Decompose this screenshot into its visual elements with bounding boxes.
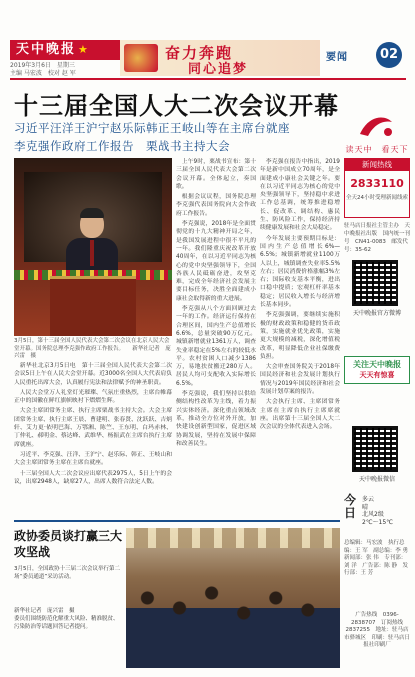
contact-info: 广告热线 0396-2838707 订阅热线 2837255 地址：驻马店市驿城区 印刷：驻马店日报社印刷厂 bbox=[344, 612, 411, 648]
right-sidebar bbox=[344, 112, 414, 670]
speaker-hair bbox=[80, 208, 104, 218]
star-icon: ★ bbox=[78, 43, 90, 56]
page-number: 02 bbox=[376, 42, 402, 68]
news-hotline-box bbox=[344, 158, 410, 218]
swoosh-logo-icon bbox=[354, 112, 398, 142]
weibo-qr-code[interactable] bbox=[352, 260, 398, 306]
staff-list: 总编辑：马宏波 执行总编：王 军 副总编：李 勇 新闻部：张 伟 专刊部：刘 洋 广告部：陈 静 发行部：王 芳 bbox=[344, 540, 414, 576]
article-paragraph: 人民大会堂万人礼堂灯光璀璨、气氛庄重热烈，主席台帷幕正中的国徽在鲜红旗帜映衬下熠熠生辉。 bbox=[14, 389, 172, 405]
wechat-qr-code[interactable] bbox=[352, 426, 398, 472]
main-news-photo bbox=[14, 158, 172, 336]
weather-line: 北风2级 bbox=[362, 511, 384, 518]
article-paragraph: 李克强说，2018年是全面贯彻党的十九大精神开局之年，是我国发展进程中很不平凡的一年。我们隆重庆祝改革开放40周年，在以习近平同志为核心的党中央坚强领导下，全国各族人民砥砺奋进，攻坚克难，完成全年经济社会发展主要目标任务，决胜全面建成小康社会取得新的重大进展。 bbox=[176, 221, 256, 302]
slogan-line1: 奋力奔跑 bbox=[165, 44, 234, 62]
article-paragraph: 新华社北京3月5日电 第十三届全国人民代表大会第二次会议5日上午在人民大会堂开幕。近3000名全国人大代表肩负人民重托出席大会，认真履行宪法和法律赋予的神圣职责。 bbox=[14, 363, 172, 386]
article-paragraph: 根据会议议程，国务院总理李克强代表国务院向大会作政府工作报告。 bbox=[176, 194, 256, 217]
article-paragraph: 李克强从八个方面回顾过去一年的工作。经济运行保持在合理区间，国内生产总值增长6.6%，总量突破90万亿元。城镇新增就业1361万人，调查失业率稳定在5%左右的较低水平。农村贫困人口减少1386万，易地扶贫搬迁280万人。居民人均可支配收入实际增长6.5%。 bbox=[176, 306, 256, 387]
main-photo-caption: 3月5日，第十三届全国人民代表大会第二次会议在北京人民大会堂开幕。国务院总理李克强作政府工作报告。 新华社记者 庞兴雷 摄 bbox=[14, 338, 171, 359]
subheadline-2: 李克强作政府工作报告 栗战书主持大会 bbox=[14, 139, 230, 153]
weather-line: 多云 bbox=[362, 496, 375, 503]
article-paragraph: 上午9时，栗战书宣布：第十三届全国人民代表大会第二次会议开幕。全体起立，奏国歌。 bbox=[176, 159, 256, 190]
promo-line2: 天天有惊喜 bbox=[359, 371, 395, 379]
promo-box bbox=[344, 356, 410, 384]
feature-text: 3月5日，全国政协十三届二次会议举行第二场“委员通道”采访活动。 bbox=[14, 566, 120, 580]
slogan-banner bbox=[120, 40, 320, 76]
logo-text: 天中晚报 bbox=[16, 42, 77, 57]
crowd bbox=[126, 568, 340, 668]
article-paragraph: 李克强强调，要继续实施积极的财政政策和稳健的货币政策，实施就业优先政策，实施更大规模的减税，深化增值税改革，明显降低企业社保缴费负担。 bbox=[260, 312, 340, 360]
hotline-number: 2833110 bbox=[350, 177, 404, 190]
page-number-block bbox=[326, 42, 406, 72]
article-paragraph: 李克强在报告中指出，2019年是新中国成立70周年，是全面建成小康社会关键之年。要在以习近平同志为核心的党中央坚强领导下，坚持稳中求进工作总基调，统筹推进稳增长、促改革、调结构、惠民生、防风险工作，保持经济持续健康发展和社会大局稳定。 bbox=[260, 159, 340, 232]
article-column-left bbox=[14, 362, 172, 502]
article-paragraph: 十三届全国人大二次会议应出席代表2975人，5日上午的会议，出席2948人，缺席27人，出席人数符合法定人数。 bbox=[14, 470, 172, 485]
article-column-middle bbox=[176, 158, 256, 578]
article-paragraph: 今年发展主要预期目标是：国内生产总值增长6%—6.5%；城镇新增就业1100万人以上，城镇调查失业率5.5%左右；居民消费价格涨幅3%左右；国际收支基本平衡，进出口稳中提质；宏观杠杆率基本稳定；居民收入增长与经济增长基本同步。 bbox=[260, 235, 340, 309]
newspaper-logo bbox=[10, 40, 120, 60]
publisher-info: 驻马店日报社主管主办 天中晚报社出版 国内统一刊号 CN41-0083 邮发代号：35-62 bbox=[344, 223, 411, 253]
article-paragraph: 习近平、李克强、汪洋、王沪宁、赵乐际、韩正、王岐山和大会主席团常务主席在主席台就座。 bbox=[14, 451, 172, 467]
weather-today-label: 今日 bbox=[344, 493, 357, 520]
slogan-line2: 同心追梦 bbox=[188, 62, 249, 77]
feature-photo bbox=[126, 528, 340, 668]
weather-info bbox=[362, 496, 393, 526]
article-paragraph: 李克强说，我们坚持以供给侧结构性改革为主线，着力振兴实体经济。深化重点领域改革，推动全方位对外开放，加快建设创新型国家，促进区域协调发展，坚持在发展中保障和改善民生。 bbox=[176, 391, 256, 447]
feature-title: 政协委员谈打赢三大攻坚战 bbox=[14, 529, 123, 559]
brand-logo-icon bbox=[354, 112, 398, 142]
promo-line1: 关注天中晚报 bbox=[353, 360, 401, 369]
weather-box bbox=[344, 494, 410, 536]
issue-date: 2019年3月6日 星期三 bbox=[10, 62, 75, 69]
masthead-info bbox=[10, 62, 130, 78]
article-paragraph: 大会执行主席、主席团常务主席在主席台执行主席席就座。出席第十三届全国人大二次会议的全体代表进入会场。 bbox=[260, 399, 340, 431]
weather-line: 2℃～15℃ bbox=[362, 518, 393, 526]
flag-graphic bbox=[124, 44, 158, 72]
editor-credit: 主编 马宏波 校对 赵 军 bbox=[10, 70, 76, 77]
subheadline-1: 习近平汪洋王沪宁赵乐际韩正王岐山等在主席台就座 bbox=[14, 121, 290, 135]
feature-caption: 委员们围绕防范化解重大风险、精准脱贫、污染防治等话题回答记者提问。 bbox=[14, 616, 119, 630]
article-column-right bbox=[260, 158, 340, 578]
wechat-qr-caption: 天中晚报微信 bbox=[358, 476, 395, 483]
section-label: 要闻 bbox=[326, 52, 348, 63]
feature-divider bbox=[14, 520, 340, 522]
article-paragraph: 大会主席团常务主席、执行主席栗战书主持大会。大会主席团常务主席、执行主席王晨、曹建明、张春贤、沈跃跃、吉炳轩、艾力更·依明巴海、万鄂湘、陈竺、王东明、白玛赤林、丁仲礼、郝明金、蔡达峰、武维华、杨振武在主席台执行主席席就座。 bbox=[14, 408, 172, 448]
podium bbox=[50, 276, 136, 336]
hotline-title: 新闻热线 bbox=[345, 159, 409, 171]
feature-credit: 新华社记者 庞兴雷 摄 bbox=[14, 608, 75, 614]
headline: 十三届全国人大二次会议开幕 bbox=[14, 91, 339, 120]
weather-line: 晴 bbox=[362, 503, 369, 511]
article-paragraph: 大会审查国务院关于2018年国民经济和社会发展计划执行情况与2019年国民经济和社会发展计划草案的报告。 bbox=[260, 364, 340, 396]
hotline-subtitle: 全天24小时受理新闻线索 bbox=[346, 195, 408, 201]
ceiling-lights bbox=[126, 528, 340, 548]
weibo-qr-caption: 天中晚报官方微博 bbox=[352, 310, 401, 317]
masthead bbox=[0, 0, 415, 82]
sidebar-slogan: 读天中 看天下 bbox=[345, 145, 409, 154]
masthead-divider bbox=[10, 78, 406, 80]
speaker-tie bbox=[90, 240, 94, 266]
